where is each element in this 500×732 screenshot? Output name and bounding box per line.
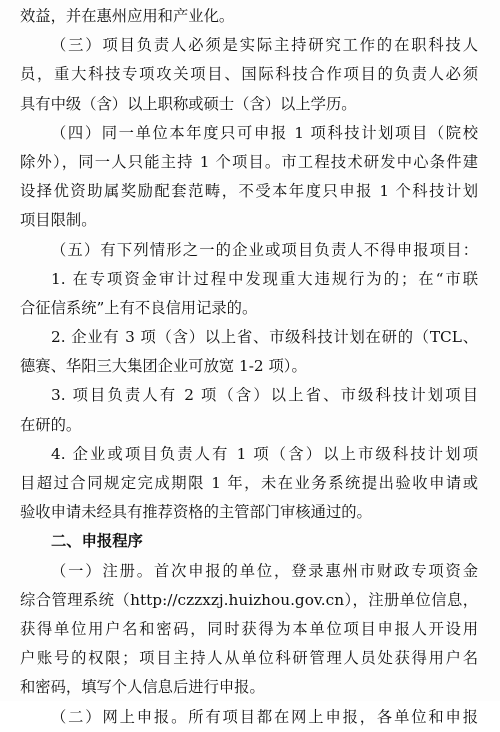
item-3-line: （三）项目负责人必须是实际主持研究工作的在职科技人 [51, 36, 478, 55]
paragraph-line: 获得单位用户名和密码，同时获得为本单位项目申报人开设用 [20, 619, 478, 638]
paragraph-line: 效益，并在惠州应用和产业化。 [20, 7, 235, 25]
step-1-line: （一）注册。首次申报的单位，登录惠州市财政专项资金 [51, 561, 478, 580]
paragraph-line: 验收申请未经具有推荐资格的主管部门审核通过的。 [20, 503, 372, 522]
item-4-line: （四）同一单位本年度只可申报 1 项科技计划项目（院校 [51, 123, 478, 142]
section-heading: 二、申报程序 [51, 532, 143, 551]
paragraph-line: 德赛、华阳三大集团企业可放宽 1-2 项）。 [20, 357, 307, 376]
paragraph-line: 员，重大科技专项攻关项目、国际科技合作项目的负责人必须 [20, 65, 478, 84]
paragraph-line: 设择优资助属奖励配套范畴，不受本年度只申报 1 个科技计划 [20, 182, 478, 201]
paragraph-line: 具有中级（含）以上职称或硕士（含）以上学历。 [20, 94, 357, 113]
paragraph-line: 目超过合同规定完成期限 1 年，未在业务系统提出验收申请或 [20, 474, 478, 492]
subitem-2-line: 2. 企业有 3 项（含）以上省、市级科技计划在研的（TCL、 [51, 328, 478, 347]
paragraph-line: 项目限制。 [20, 211, 97, 230]
paragraph-line: 和密码，填写个人信息后进行申报。 [20, 678, 265, 697]
paragraph-line: 除外），同一人只能主持 1 个项目。市工程技术研发中心条件建 [20, 152, 478, 171]
paragraph-line: 合征信系统”上有不良信用记录的。 [20, 298, 258, 317]
paragraph-line: 户账号的权限；项目主持人从单位科研管理人员处获得用户名 [20, 649, 478, 668]
subitem-4-line: 4. 企业或项目负责人有 1 项（含）以上市级科技计划项 [51, 444, 478, 463]
subitem-1-line: 1. 在专项资金审计过程中发现重大违规行为的；在“市联 [51, 269, 478, 288]
paragraph-line: 综合管理系统（http://czzxzj.huizhou.gov.cn），注册单位信息， [20, 590, 478, 609]
item-5-line: （五）有下列情形之一的企业或项目负责人不得申报项目： [51, 240, 478, 259]
step-2-line: （二）网上申报。所有项目都在网上申报，各单位和申报 [51, 707, 478, 726]
subitem-3-line: 3. 项目负责人有 2 项（含）以上省、市级科技计划项目 [51, 386, 478, 405]
paragraph-line: 在研的。 [20, 415, 82, 434]
